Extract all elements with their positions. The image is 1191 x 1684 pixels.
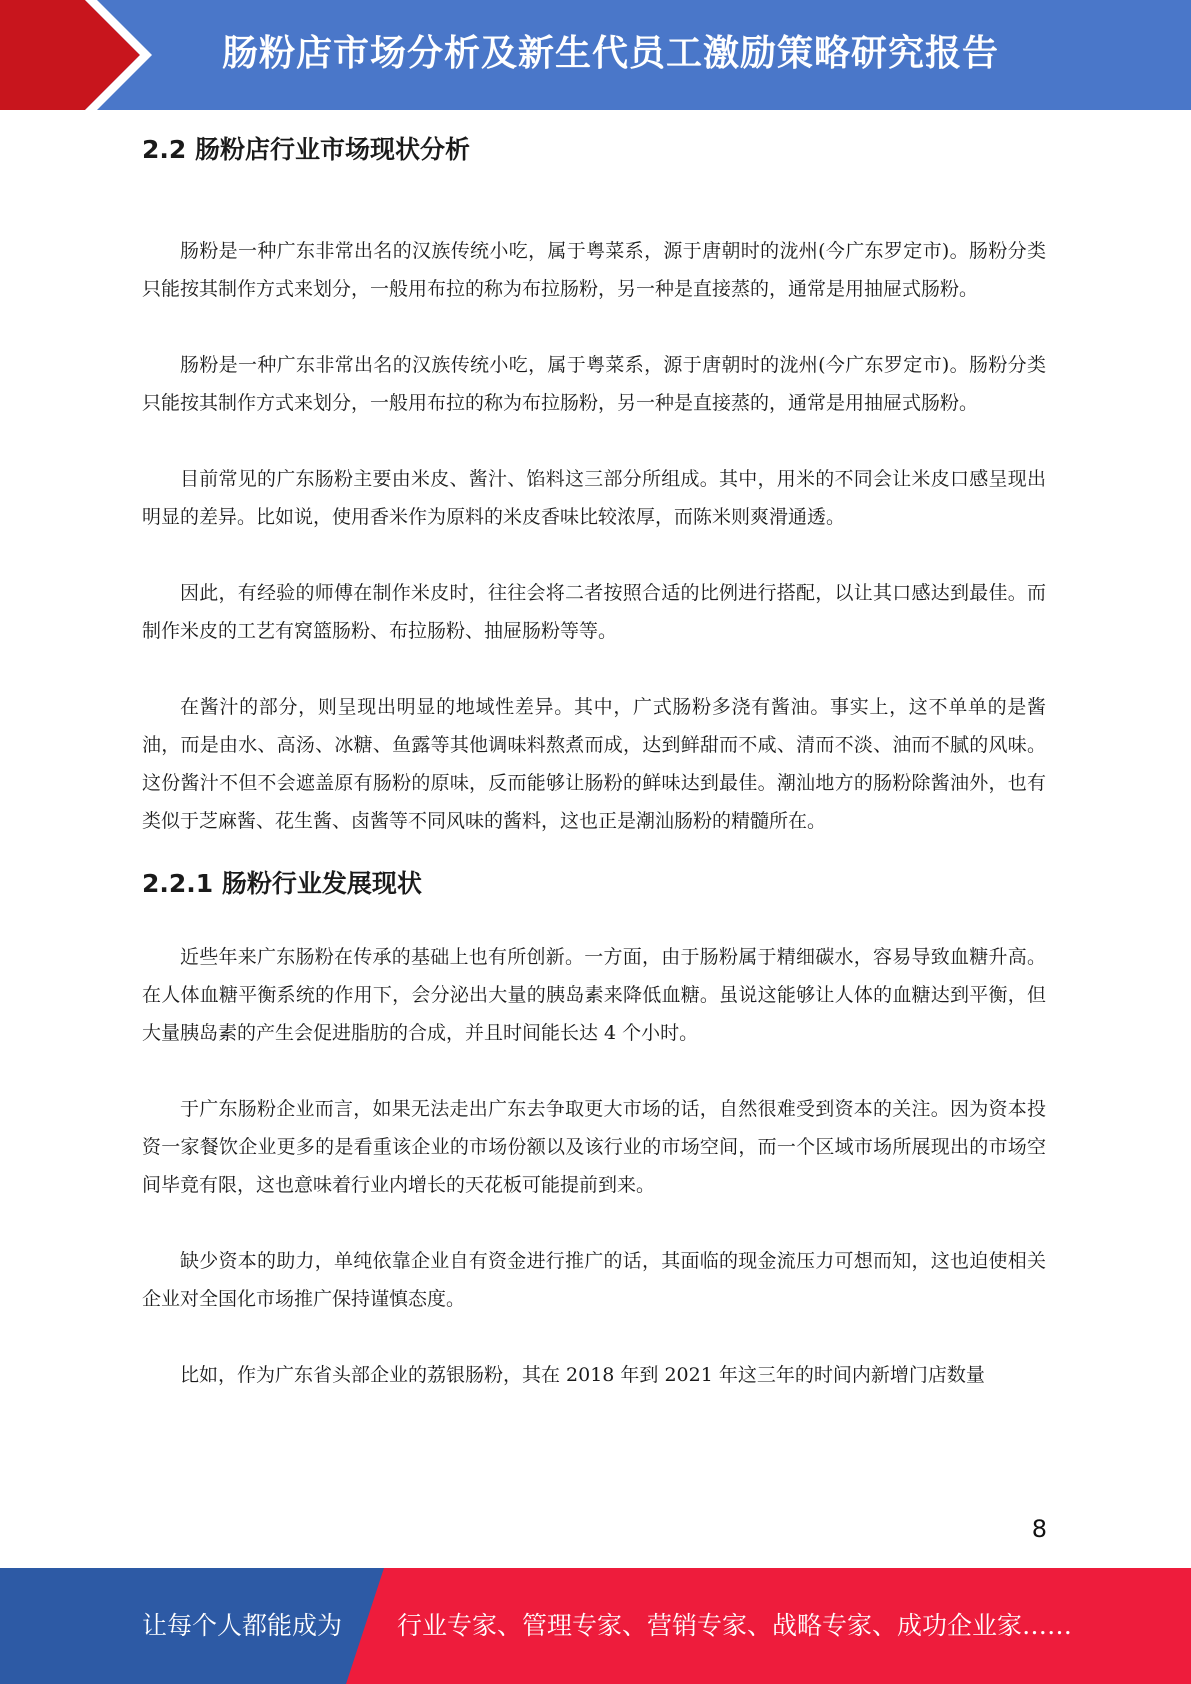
paragraph: 因此，有经验的师傅在制作米皮时，往往会将二者按照合适的比例进行搭配，以让其口感达到最佳。而制作米皮的工艺有窝篮肠粉、布拉肠粉、抽屉肠粉等等。 [142,582,1046,642]
paragraph: 缺少资本的助力，单纯依靠企业自有资金进行推广的话，其面临的现金流压力可想而知，这也迫使相关企业对全国化市场推广保持谨慎态度。 [142,1250,1046,1310]
paragraph: 于广东肠粉企业而言，如果无法走出广东去争取更大市场的话，自然很难受到资本的关注。因为资本投资一家餐饮企业更多的是看重该企业的市场份额以及该行业的市场空间，而一个区域市场所展现出的市场空间毕竟有限，这也意味着行业内增长的天花板可能提前到来。 [142,1098,1046,1196]
paragraph: 近些年来广东肠粉在传承的基础上也有所创新。一方面，由于肠粉属于精细碳水，容易导致血糖升高。在人体血糖平衡系统的作用下，会分泌出大量的胰岛素来降低血糖。虽说这能够让人体的血糖达到平衡，但大量胰岛素的产生会促进脂肪的合成，并且时间能长达 4 个小时。 [142,946,1046,1044]
page-header [0,0,1191,110]
paragraph: 在酱汁的部分，则呈现出明显的地域性差异。其中，广式肠粉多浇有酱油。事实上，这不单单的是酱油，而是由水、高汤、冰糖、鱼露等其他调味料熬煮而成，达到鲜甜而不咸、清而不淡、油而不腻的风味。这份酱汁不但不会遮盖原有肠粉的原味，反而能够让肠粉的鲜味达到最佳。潮汕地方的肠粉除酱油外，也有类似于芝麻酱、花生酱、卤酱等不同风味的酱料，这也正是潮汕肠粉的精髓所在。 [142,696,1046,832]
page-content [142,128,1046,1394]
paragraph: 肠粉是一种广东非常出名的汉族传统小吃，属于粤菜系，源于唐朝时的泷州(今广东罗定市)。肠粉分类只能按其制作方式来划分，一般用布拉的称为布拉肠粉，另一种是直接蒸的，通常是用抽屉式肠粉。 [142,240,1046,300]
paragraph: 比如，作为广东省头部企业的荔银肠粉，其在 2018 年到 2021 年这三年的时间内新增门店数量 [180,1364,985,1386]
section-heading: 2.2 肠粉店行业市场现状分析 [142,135,470,164]
paragraph: 肠粉是一种广东非常出名的汉族传统小吃，属于粤菜系，源于唐朝时的泷州(今广东罗定市)。肠粉分类只能按其制作方式来划分，一般用布拉的称为布拉肠粉，另一种是直接蒸的，通常是用抽屉式肠粉。 [142,354,1046,414]
page-number: 8 [1031,1515,1047,1543]
footer-slogan-left: 让每个人都能成为 [142,1611,343,1640]
subsection-heading: 2.2.1 肠粉行业发展现状 [142,869,422,898]
paragraph: 目前常见的广东肠粉主要由米皮、酱汁、馅料这三部分所组成。其中，用米的不同会让米皮口感呈现出明显的差异。比如说，使用香米作为原料的米皮香味比较浓厚，而陈米则爽滑通透。 [142,468,1046,528]
header-red-chevron [0,0,160,110]
header-red-triangle [0,0,140,110]
footer-slogan-right: 行业专家、管理专家、营销专家、战略专家、成功企业家…… [397,1611,1073,1640]
page-footer [0,1568,1191,1684]
report-title: 肠粉店市场分析及新生代员工激励策略研究报告 [222,33,1000,74]
